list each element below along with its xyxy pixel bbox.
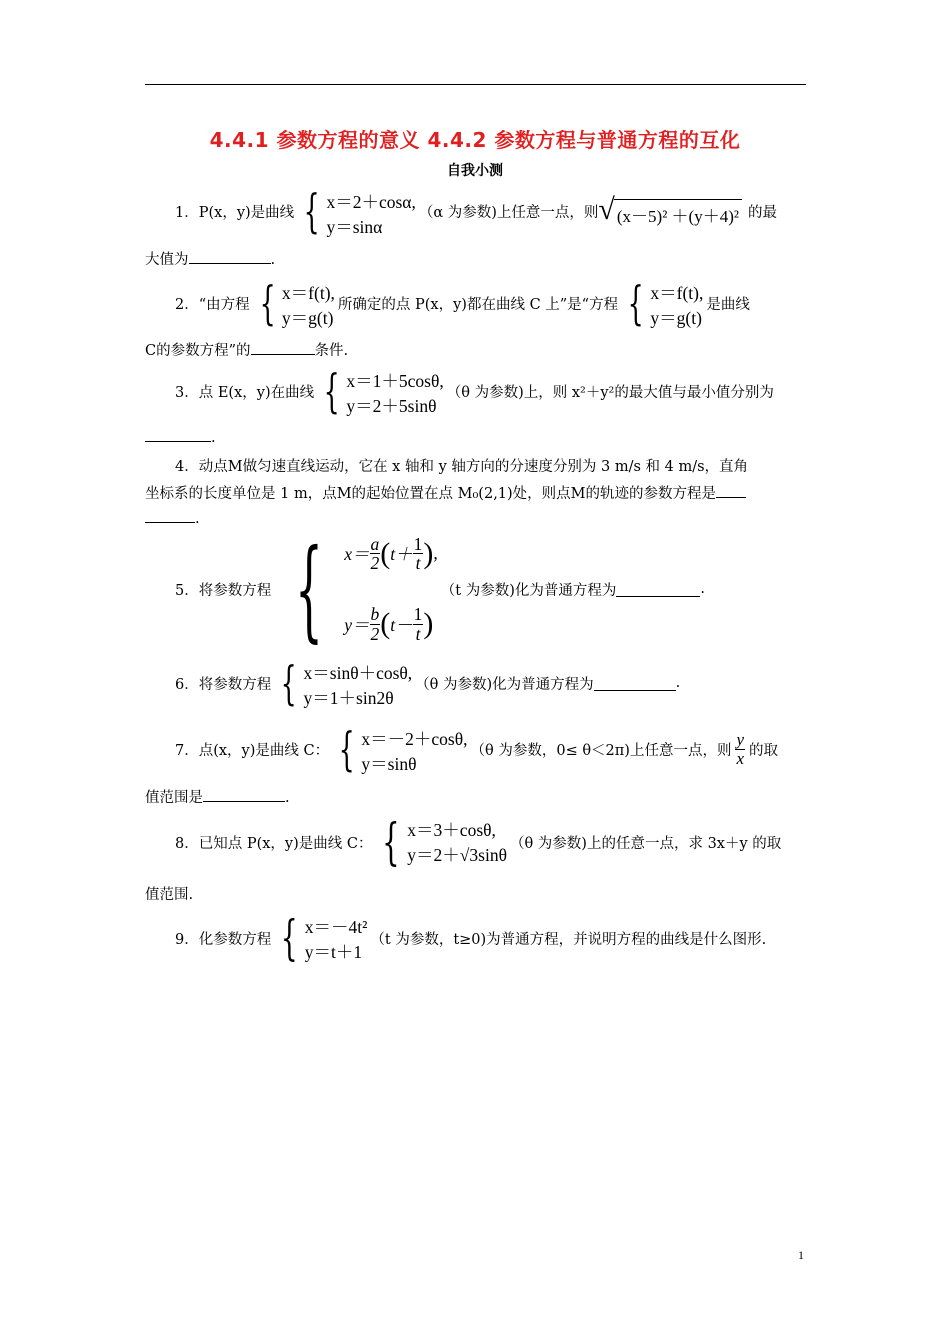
fraction-y-over-x: y x: [736, 729, 745, 768]
equation-system: { x＝sinθ＋cosθ, y＝1＋sin2θ: [280, 656, 413, 710]
question-5: 5．将参数方程 { x＝ a 2 ( t＋ 1 t ) , y＝ b 2 ( t－ 1 t ) （t 为参数)化为普通方程为 .: [175, 525, 705, 653]
answer-blank: [203, 787, 285, 802]
question-3-cont: .: [145, 427, 806, 446]
question-4-line-2: 坐标系的长度单位是 1 m，点M的起始位置在点 M₀(2,1)处，则点M的轨迹的参数方程是: [145, 482, 806, 503]
equation-system: { x＝f(t), y＝g(t): [627, 276, 704, 330]
question-7: 7．点(x，y)是曲线 C： { x＝－2＋cosθ, y＝sinθ （θ 为参数，0≤ θ＜2π)上任意一点，则 y x 的取: [175, 722, 779, 776]
answer-blank: [716, 483, 746, 498]
question-6: 6．将参数方程 { x＝sinθ＋cosθ, y＝1＋sin2θ （θ 为参数)化为普通方程为 .: [175, 656, 681, 710]
question-4-cont: .: [145, 508, 806, 527]
equation-system: { x＝3＋cosθ, y＝2＋√3sinθ: [382, 813, 507, 871]
equation-system: { x＝ a 2 ( t＋ 1 t ) , y＝ b 2 ( t－ 1 t ): [295, 525, 438, 653]
question-8-cont: 值范围.: [145, 887, 194, 903]
question-8: 8．已知点 P(x，y)是曲线 C： { x＝3＋cosθ, y＝2＋√3sinθ （θ 为参数)上的任意一点，求 3x＋y 的取: [175, 813, 782, 871]
answer-blank: [594, 676, 676, 691]
answer-blank: [616, 582, 700, 597]
equation-system: { x＝2＋cosα, y＝sinα: [303, 184, 416, 238]
equation-system: { x＝－2＋cosθ, y＝sinθ: [338, 722, 468, 776]
question-3: 3．点 E(x，y)在曲线 { x＝1＋5cosθ, y＝2＋5sinθ （θ 为参数)上，则 x²＋y²的最大值与最小值分别为: [175, 364, 774, 418]
equation-system: { x＝－4t² y＝t＋1: [281, 910, 368, 966]
question-9: 9．化参数方程 { x＝－4t² y＝t＋1 （t 为参数，t≥0)为普通方程，并说明方程的曲线是什么图形.: [175, 910, 767, 966]
page-title: 4.4.1 参数方程的意义 4.4.2 参数方程与普通方程的互化: [209, 128, 741, 152]
answer-blank: [145, 427, 211, 442]
question-2: 2．“由方程 { x＝f(t), y＝g(t) 所确定的点 P(x，y)都在曲线 C 上”是“方程 { x＝f(t), y＝g(t) 是曲线: [175, 276, 750, 330]
question-4: 4．动点M做匀速直线运动，它在 x 轴和 y 轴方向的分速度分别为 3 m/s 和 4 m/s，直角: [175, 459, 749, 475]
equation-system: { x＝f(t), y＝g(t): [259, 276, 335, 330]
page-number: 1: [798, 1248, 804, 1262]
equation-system: { x＝1＋5cosθ, y＝2＋5sinθ: [323, 364, 444, 418]
answer-blank: [189, 249, 271, 264]
question-1: 1． P(x，y)是曲线 { x＝2＋cosα, y＝sinα （α 为参数)上任意一点，则 √ (x－5)² ＋(y＋4)² 的最: [175, 184, 777, 238]
answer-blank: [145, 508, 195, 523]
section-subtitle: 自我小测: [447, 163, 503, 179]
square-root-expression: √ (x－5)² ＋(y＋4)²: [598, 195, 742, 227]
header-rule: [145, 84, 806, 85]
question-2-cont: C的参数方程”的 条件.: [145, 339, 806, 360]
question-1-cont: 大值为 .: [145, 248, 806, 269]
answer-blank: [251, 340, 315, 355]
question-7-cont: 值范围是 .: [145, 786, 806, 807]
